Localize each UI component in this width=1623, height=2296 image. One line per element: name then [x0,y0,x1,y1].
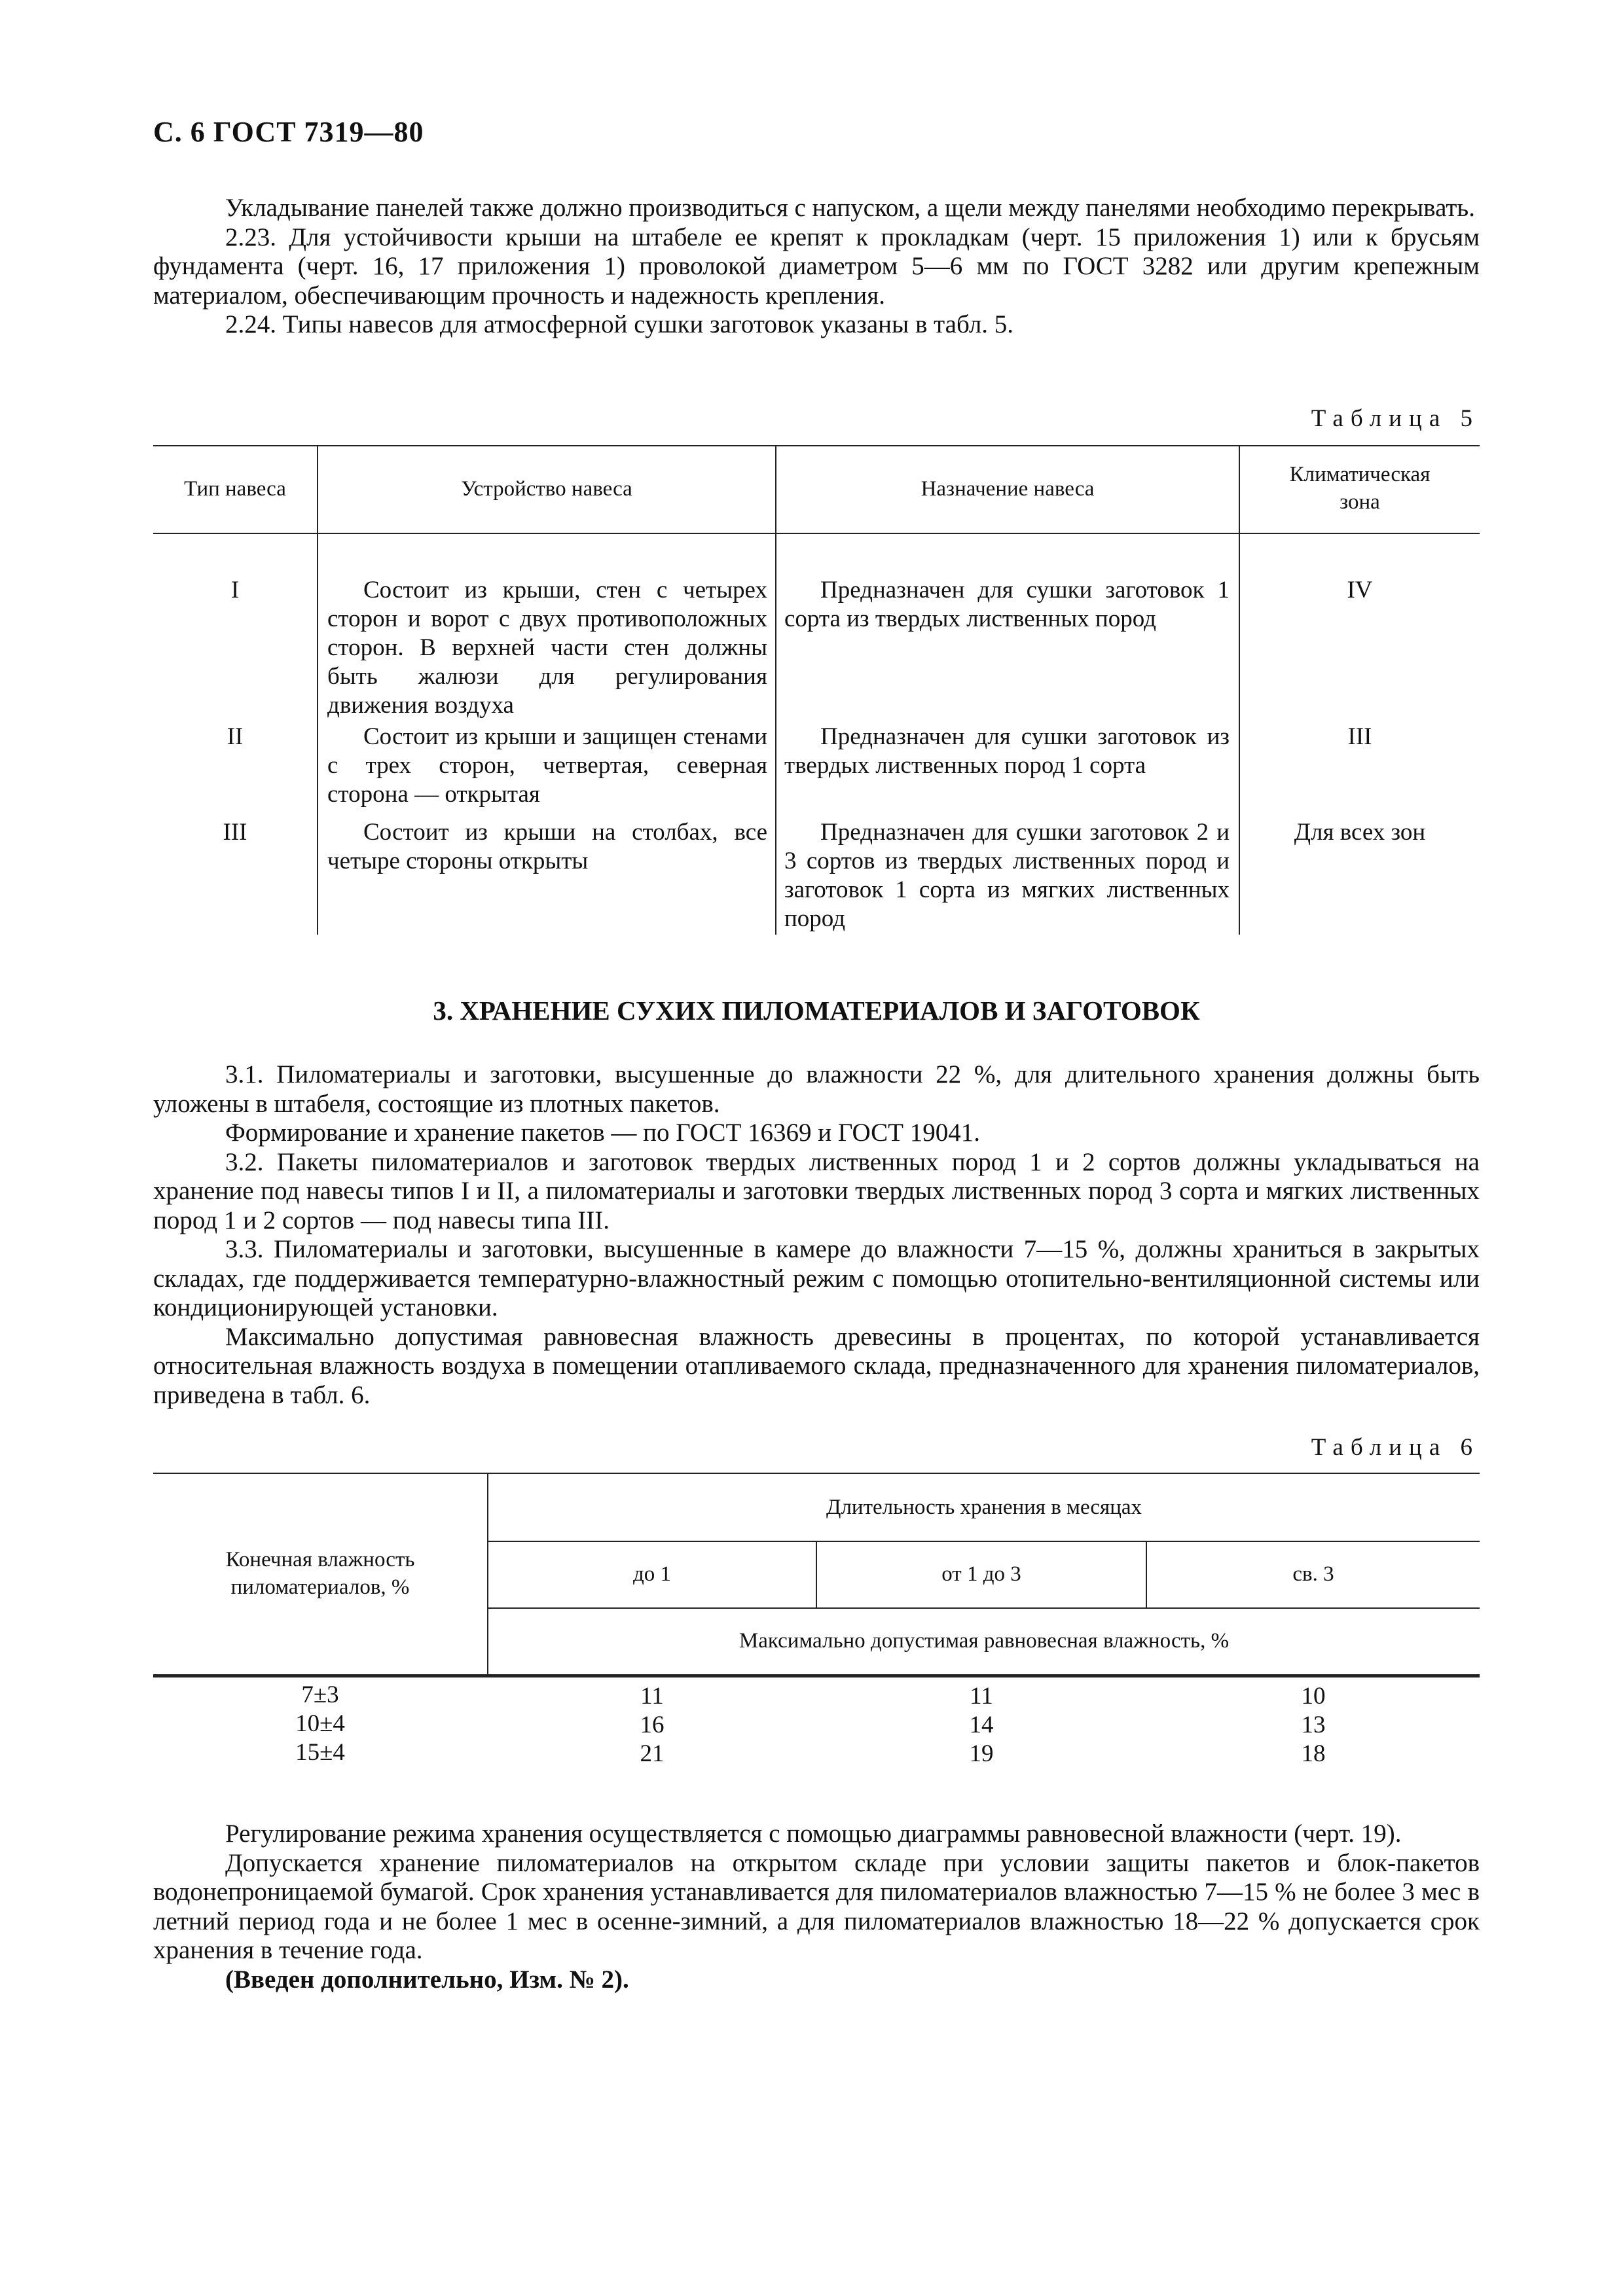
table-cell: 19 [969,1740,994,1767]
table-5 [153,445,1480,935]
table-cell: 11 [970,1683,993,1710]
table-rule [153,445,1480,446]
paragraph: Регулирование режима хранения осуществляется с помощью диаграммы равновесной влажности (черт. 19). [225,1820,1402,1848]
section-3-text [153,1060,1480,1410]
table-rule [487,1541,1480,1542]
paragraph: Максимально допустимая равновесная влажность древесины в процентах, по которой устанавливается относительная влажность воздуха в помещении отапливаемого склада, предназначенного для хранения пиломатериалов, приведена в табл. 6. [153,1322,1480,1409]
paragraph: 3.2. Пакеты пиломатериалов и заготовок твердых лиственных пород 1 и 2 сортов должны укладываться на хранение под навесы типов I и II, а пиломатериалы и заготовки твердых лиственных пород 3 сорта и мягких лиственных пород 1 и 2 сортов — под навесы типа III. [153,1147,1480,1234]
row-header: Конечная влажность пиломатериалов, % [225,1548,415,1599]
column-header: до 1 [632,1562,672,1586]
climate-zone: IV [1347,577,1373,603]
canopy-device: Состоит из крыши и защищен стенами с трех сторон, четвертая, северная сторона — открытая [327,723,767,808]
section-title: 3. ХРАНЕНИЕ СУХИХ ПИЛОМАТЕРИАЛОВ И ЗАГОТОВОК [433,996,1200,1026]
table-rule [487,1607,1480,1609]
column-divider [317,445,318,935]
table-cell: 13 [1301,1712,1326,1738]
closing-text [153,1820,1480,1994]
table-6 [153,1473,1480,1800]
climate-zone: Для всех зон [1294,819,1426,846]
table-cell: 11 [640,1683,664,1710]
column-header: Устройство навеса [461,477,632,501]
column-header: Назначение навеса [921,477,1095,501]
column-divider [1239,445,1240,935]
canopy-type: I [230,577,240,603]
canopy-device: Состоит из крыши на столбах, все четыре стороны открыты [327,819,767,874]
column-header: Тип навеса [184,477,286,501]
paragraph: 2.24. Типы навесов для атмосферной сушки заготовок указаны в табл. 5. [225,310,1014,338]
column-header: от 1 до 3 [941,1562,1021,1586]
amendment-note: (Введен дополнительно, Изм. № 2). [225,1965,629,1994]
table-rule [153,1473,1480,1474]
intro-text [153,194,1480,340]
climate-zone: III [1347,723,1372,750]
table-cell: 16 [640,1712,665,1738]
paragraph: Допускается хранение пиломатериалов на открытом складе при условии защиты пакетов и блок-пакетов водонепроницаемой бумагой. Срок хранения устанавливается для пиломатериалов влажностью 7—15 % не более 3 мес в летний период года и не более 1 мес в осенне-зимний, а для пиломатериалов влажностью 18—22 % допускается срок хранения в течение года. [153,1848,1480,1964]
table-cell: 10 [1301,1683,1326,1710]
group-header: Длительность хранения в месяцах [826,1496,1142,1519]
canopy-device: Состоит из крыши, стен с четырех сторон и ворот с двух противоположных сторон. В верхней части стен должны быть жалюзи для регулирования движения воздуха [327,577,767,719]
paragraph: 2.23. Для устойчивости крыши на штабеле ее крепят к прокладкам (черт. 15 приложения 1) или к брусьям фундамента (черт. 16, 17 приложения 1) проволокой диаметром 5—6 мм по ГОСТ 3282 или другим крепежным материалом, обеспечивающим прочность и надежность крепления. [153,223,1480,310]
canopy-purpose: Предназначен для сушки заготовок 1 сорта из твердых лиственных пород [784,577,1230,632]
paragraph: Укладывание панелей также должно производиться с напуском, а щели между панелями необходимо перекрывать. [225,194,1475,222]
moisture-value: 7±3 [301,1681,339,1708]
moisture-value: 10±4 [295,1710,345,1737]
paragraph: Формирование и хранение пакетов — по ГОСТ 16369 и ГОСТ 19041. [225,1119,980,1147]
paragraph: 3.3. Пиломатериалы и заготовки, высушенные в камере до влажности 7—15 %, должны храниться в закрытых складах, где поддерживается температурно-влажностный режим с помощью отопительно-вентиляционной системы или кондиционирующей установки. [153,1235,1480,1321]
table-cell: 18 [1301,1740,1326,1767]
canopy-purpose: Предназначен для сушки заготовок 2 и 3 сортов из твердых лиственных пород и заготовок 1 сорта из мягких лиственных пород [784,819,1230,932]
canopy-type: III [223,819,247,846]
sub-header: Максимально допустимая равновесная влажность, % [739,1629,1230,1653]
column-header: св. 3 [1292,1562,1334,1586]
table-cell: 14 [969,1712,994,1738]
canopy-type: II [227,723,244,750]
table-rule [153,1674,1480,1677]
paragraph: 3.1. Пиломатериалы и заготовки, высушенные до влажности 22 %, для длительного хранения должны быть уложены в штабеля, состоящие из плотных пакетов. [153,1060,1480,1118]
table-rule [153,533,1480,534]
page-header: С. 6 ГОСТ 7319—80 [153,116,424,148]
table-cell: 21 [640,1740,665,1767]
column-divider [775,445,776,935]
column-header: Климатическая зона [1289,463,1431,514]
canopy-purpose: Предназначен для сушки заготовок из твердых лиственных пород 1 сорта [784,723,1230,779]
table5-caption: Таблица 5 [1311,405,1480,432]
moisture-value: 15±4 [295,1739,345,1766]
table6-caption: Таблица 6 [1311,1434,1480,1461]
